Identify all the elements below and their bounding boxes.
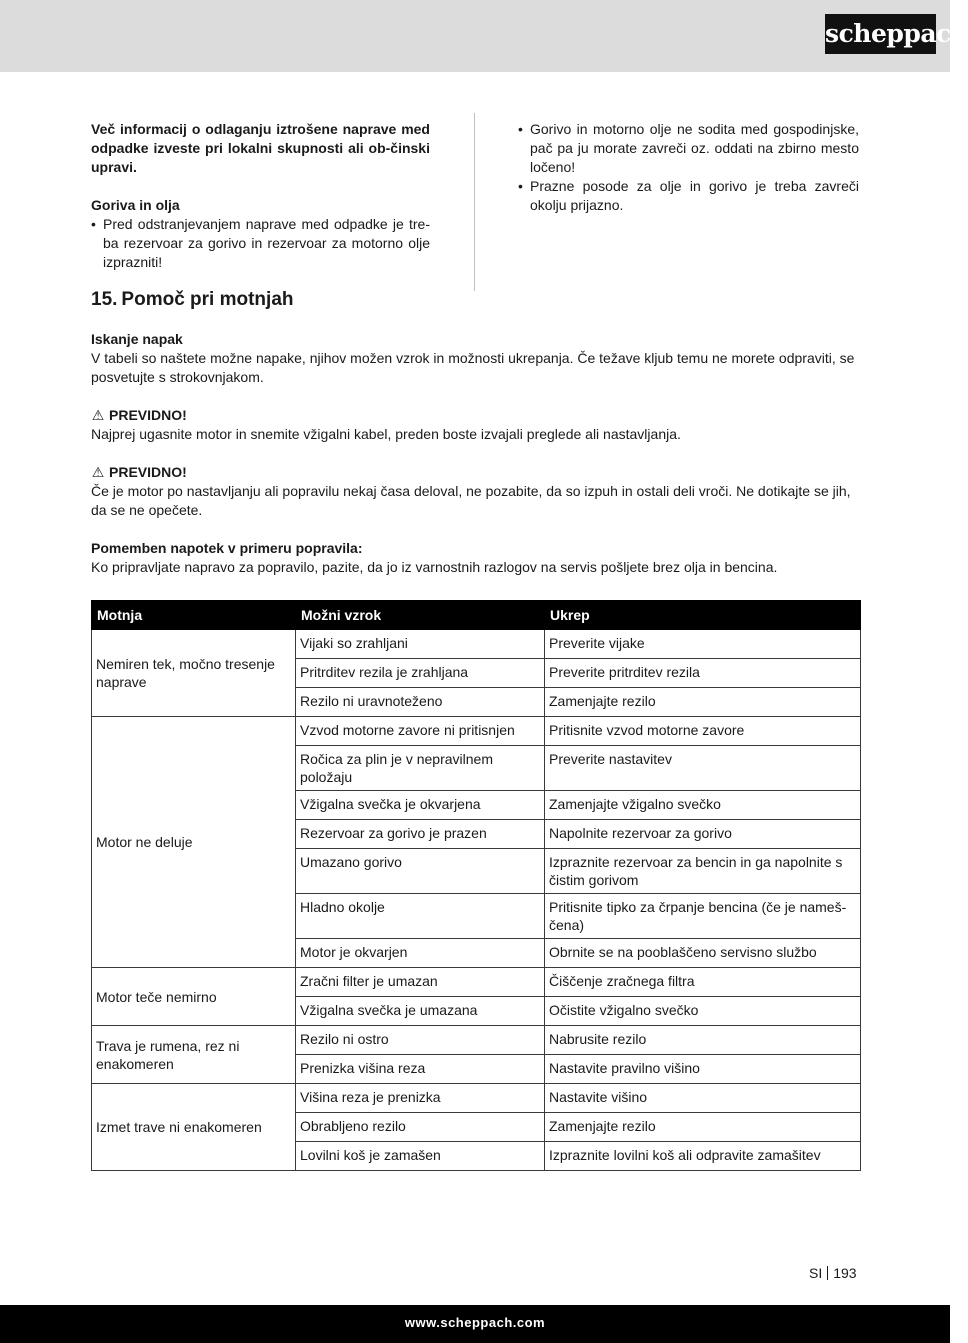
cause-cell: Motor je okvarjen <box>296 939 545 968</box>
remedy-cell: Čiščenje zračnega filtra <box>545 968 861 997</box>
cause-cell: Vžigalna svečka je umazana <box>296 997 545 1026</box>
cause-cell: Vžigalna svečka je okvarjena <box>296 791 545 820</box>
fuels-list <box>91 215 430 272</box>
remedy-cell: Pritisnite vzvod motorne zavore <box>545 717 861 746</box>
cause-cell: Lovilni koš je zamašen <box>296 1142 545 1171</box>
troubleshooting-heading: Iskanje napak <box>91 331 183 347</box>
fault-cell: Izmet trave ni enakomeren <box>92 1084 296 1171</box>
list-item: • Pred odstranjevanjem naprave med odpadke je tre-ba rezervoar za gorivo in rezervoar za motorno olje izprazniti! <box>91 215 430 272</box>
section-number: 15. <box>91 289 118 310</box>
remedy-cell: Preverite nastavitev <box>545 746 861 791</box>
cause-cell: Rezervoar za gorivo je prazen <box>296 820 545 849</box>
remedy-cell: Preverite vijake <box>545 630 861 659</box>
page-number <box>809 1264 857 1283</box>
left-column <box>91 120 430 272</box>
instructions <box>91 330 860 596</box>
troubleshooting-table <box>91 600 861 1171</box>
warning-triangle-icon: ⚠ <box>91 464 105 480</box>
table-body <box>92 630 861 1171</box>
disposal-list <box>518 120 859 215</box>
cause-cell: Hladno okolje <box>296 894 545 939</box>
warning-label: PREVIDNO! <box>109 464 187 480</box>
list-item: • Prazne posode za olje in gorivo je treba zavreči okolju prijazno. <box>518 177 859 215</box>
footer-website-link[interactable]: www.scheppach.com <box>404 1315 546 1330</box>
warning-triangle-icon: ⚠ <box>91 407 105 423</box>
table-row <box>92 968 861 997</box>
warning-block-2 <box>91 463 860 520</box>
fault-cell: Nemiren tek, močno tresenje naprave <box>92 630 296 717</box>
repair-text: Ko pripravljate napravo za popravilo, pazite, da jo iz varnostnih razlogov na servis pošljete brez olja in bencina. <box>91 559 778 575</box>
remedy-cell: Pritisnite tipko za črpanje bencina (če je nameš-čena) <box>545 894 861 939</box>
remedy-cell: Očistite vžigalno svečko <box>545 997 861 1026</box>
repair-note-block <box>91 539 860 577</box>
remedy-cell: Zamenjajte rezilo <box>545 1113 861 1142</box>
remedy-cell: Zamenjajte vžigalno svečko <box>545 791 861 820</box>
remedy-cell: Zamenjajte rezilo <box>545 688 861 717</box>
cause-cell: Vijaki so zrahljani <box>296 630 545 659</box>
cause-cell: Rezilo ni uravnoteženo <box>296 688 545 717</box>
troubleshooting-block <box>91 330 860 387</box>
cause-cell: Zračni filter je umazan <box>296 968 545 997</box>
cause-cell: Ročica za plin je v nepravilnem položaju <box>296 746 545 791</box>
cause-cell: Višina reza je prenizka <box>296 1084 545 1113</box>
list-item: • Gorivo in motorno olje ne sodita med gospodinjske, pač pa ju morate zavreči oz. oddati na zbirno mesto ločeno! <box>518 120 859 177</box>
fault-cell: Motor teče nemirno <box>92 968 296 1026</box>
warning-text: Če je motor po nastavljanju ali popravilu nekaj časa deloval, ne pozabite, da so izpuh in ostali deli vroči. Ne dotikajte se jih, da se ne opečete. <box>91 483 851 518</box>
cause-cell: Umazano gorivo <box>296 849 545 894</box>
cause-cell: Rezilo ni ostro <box>296 1026 545 1055</box>
troubleshooting-text: V tabeli so naštete možne napake, njihov možen vzrok in možnosti ukrepanja. Če težave kljub temu ne morete odpraviti, se posvetujte s strokovnjakom. <box>91 350 855 385</box>
cause-cell: Obrabljeno rezilo <box>296 1113 545 1142</box>
warning-label: PREVIDNO! <box>109 407 187 423</box>
remedy-cell: Izpraznite lovilni koš ali odpravite zamašitev <box>545 1142 861 1171</box>
column-header-fault: Motnja <box>92 601 296 630</box>
warning-heading <box>91 406 860 425</box>
warning-text: Najprej ugasnite motor in snemite vžigalni kabel, preden boste izvajali preglede ali nastavljanja. <box>91 426 681 442</box>
remedy-cell: Obrnite se na pooblaščeno servisno službo <box>545 939 861 968</box>
section-title-text: Pomoč pri motnjah <box>121 289 294 310</box>
page-number-value: 193 <box>833 1265 857 1281</box>
column-header-cause: Možni vzrok <box>296 601 545 630</box>
remedy-cell: Nastavite pravilno višino <box>545 1055 861 1084</box>
remedy-cell: Nastavite višino <box>545 1084 861 1113</box>
remedy-cell: Nabrusite rezilo <box>545 1026 861 1055</box>
remedy-cell: Izpraznite rezervoar za bencin in ga napolnite s čistim gorivom <box>545 849 861 894</box>
fault-cell: Trava je rumena, rez ni enakomeren <box>92 1026 296 1084</box>
cause-cell: Prenizka višina reza <box>296 1055 545 1084</box>
table-row <box>92 1084 861 1113</box>
cause-cell: Vzvod motorne zavore ni pritisnjen <box>296 717 545 746</box>
column-header-remedy: Ukrep <box>545 601 861 630</box>
remedy-cell: Napolnite rezervoar za gorivo <box>545 820 861 849</box>
remedy-cell: Preverite pritrditev rezila <box>545 659 861 688</box>
cause-cell: Pritrditev rezila je zrahljana <box>296 659 545 688</box>
brand-logo: scheppach <box>825 14 936 54</box>
right-column <box>518 120 859 215</box>
repair-heading: Pomemben napotek v primeru popravila: <box>91 540 363 556</box>
page-separator <box>827 1266 828 1280</box>
table-row <box>92 630 861 659</box>
warning-block-1 <box>91 406 860 444</box>
warning-heading <box>91 463 860 482</box>
table-row <box>92 1026 861 1055</box>
header-band <box>0 0 950 72</box>
fuels-heading: Goriva in olja <box>91 197 180 213</box>
column-divider <box>474 113 475 291</box>
fault-cell: Motor ne deluje <box>92 717 296 968</box>
section-title <box>91 287 294 313</box>
language-code: SI <box>809 1265 823 1281</box>
table-row <box>92 717 861 746</box>
disposal-info-paragraph: Več informacij o odlaganju iztrošene naprave med odpadke izveste pri lokalni skupnosti ali ob-činski upravi. <box>91 121 430 175</box>
table-header-row <box>92 601 861 630</box>
